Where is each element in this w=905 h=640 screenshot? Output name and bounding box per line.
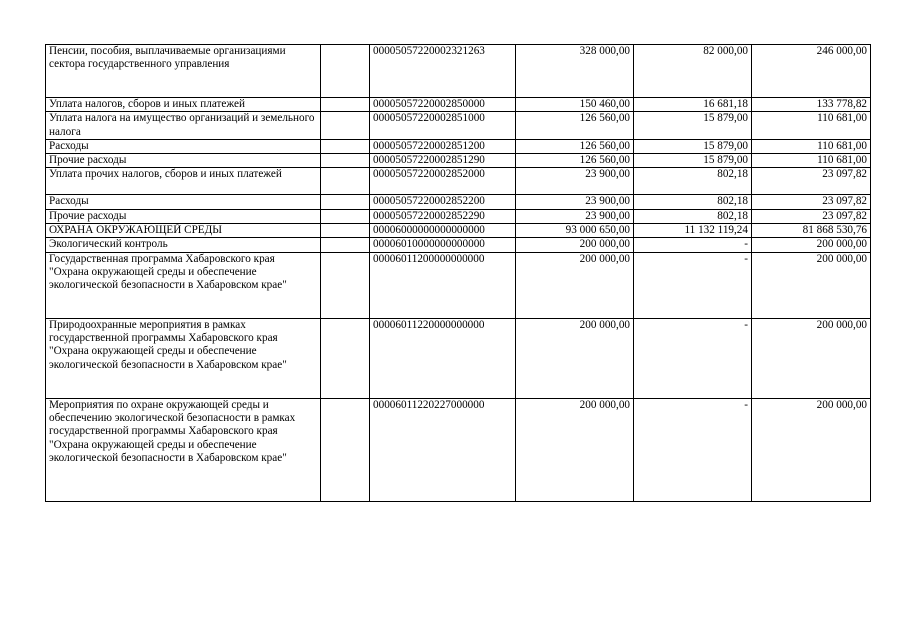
table-row [46,98,871,112]
row-remaining-cell: 246 000,00 [752,45,871,98]
row-approved-cell: 200 000,00 [516,238,634,252]
row-executed-cell: 82 000,00 [634,45,752,98]
row-executed-cell: 802,18 [634,168,752,195]
row-remaining-cell: 133 778,82 [752,98,871,112]
row-executed-cell: 802,18 [634,209,752,223]
row-remaining-cell: 200 000,00 [752,238,871,252]
row-name-cell: Расходы [46,195,321,209]
row-code-cell: 00005057220002852000 [370,168,516,195]
row-code-cell: 00006010000000000000 [370,238,516,252]
table-row [46,252,871,318]
table-row [46,154,871,168]
row-name-cell: Государственная программа Хабаровского края "Охрана окружающей среды и обеспечение экологической безопасности в Хабаровском крае" [46,252,321,318]
table-row [46,168,871,195]
row-code-cell: 00006000000000000000 [370,224,516,238]
row-code-cell: 00005057220002851290 [370,154,516,168]
row-name-cell: Прочие расходы [46,154,321,168]
empty-cell [321,209,370,223]
table-row [46,238,871,252]
row-approved-cell: 23 900,00 [516,195,634,209]
row-executed-cell: - [634,238,752,252]
empty-cell [321,112,370,140]
row-name-cell: Уплата налогов, сборов и иных платежей [46,98,321,112]
row-remaining-cell: 110 681,00 [752,154,871,168]
row-name-cell: Расходы [46,139,321,153]
row-executed-cell: 802,18 [634,195,752,209]
row-code-cell: 00006011220227000000 [370,398,516,501]
row-executed-cell: 11 132 119,24 [634,224,752,238]
row-code-cell: 00006011200000000000 [370,252,516,318]
table-row [46,139,871,153]
row-remaining-cell: 23 097,82 [752,168,871,195]
row-code-cell: 00005057220002850000 [370,98,516,112]
row-name-cell: Прочие расходы [46,209,321,223]
row-code-cell: 00005057220002321263 [370,45,516,98]
row-approved-cell: 126 560,00 [516,154,634,168]
row-code-cell: 00005057220002851000 [370,112,516,140]
empty-cell [321,168,370,195]
empty-cell [321,195,370,209]
row-approved-cell: 126 560,00 [516,112,634,140]
empty-cell [321,98,370,112]
table-row [46,318,871,398]
row-executed-cell: - [634,252,752,318]
row-approved-cell: 328 000,00 [516,45,634,98]
row-approved-cell: 150 460,00 [516,98,634,112]
table-row [46,224,871,238]
empty-cell [321,154,370,168]
row-name-cell: ОХРАНА ОКРУЖАЮЩЕЙ СРЕДЫ [46,224,321,238]
table-row [46,195,871,209]
row-name-cell: Мероприятия по охране окружающей среды и обеспечению экологической безопасности в рамках государственной программы Хабаровского края "Охрана окружающей среды и обеспечение экологической безопасности в Хабаровском крае" [46,398,321,501]
row-executed-cell: 15 879,00 [634,112,752,140]
row-approved-cell: 23 900,00 [516,209,634,223]
row-name-cell: Экологический контроль [46,238,321,252]
row-remaining-cell: 23 097,82 [752,209,871,223]
row-remaining-cell: 200 000,00 [752,252,871,318]
row-remaining-cell: 200 000,00 [752,398,871,501]
table-row [46,209,871,223]
row-name-cell: Уплата налога на имущество организаций и земельного налога [46,112,321,140]
row-name-cell: Природоохранные мероприятия в рамках государственной программы Хабаровского края "Охрана окружающей среды и обеспечение экологической безопасности в Хабаровском крае" [46,318,321,398]
row-remaining-cell: 200 000,00 [752,318,871,398]
row-remaining-cell: 110 681,00 [752,139,871,153]
row-code-cell: 00005057220002852290 [370,209,516,223]
table-row [46,112,871,140]
row-approved-cell: 200 000,00 [516,318,634,398]
empty-cell [321,45,370,98]
empty-cell [321,252,370,318]
empty-cell [321,224,370,238]
row-code-cell: 00005057220002852200 [370,195,516,209]
row-executed-cell: 16 681,18 [634,98,752,112]
row-executed-cell: 15 879,00 [634,139,752,153]
row-executed-cell: - [634,318,752,398]
row-remaining-cell: 23 097,82 [752,195,871,209]
row-approved-cell: 200 000,00 [516,252,634,318]
budget-table [45,44,871,502]
table-row [46,45,871,98]
empty-cell [321,238,370,252]
row-approved-cell: 200 000,00 [516,398,634,501]
row-approved-cell: 93 000 650,00 [516,224,634,238]
row-executed-cell: - [634,398,752,501]
row-name-cell: Уплата прочих налогов, сборов и иных платежей [46,168,321,195]
empty-cell [321,139,370,153]
row-name-cell: Пенсии, пособия, выплачиваемые организациями сектора государственного управления [46,45,321,98]
row-approved-cell: 126 560,00 [516,139,634,153]
row-executed-cell: 15 879,00 [634,154,752,168]
empty-cell [321,398,370,501]
row-remaining-cell: 81 868 530,76 [752,224,871,238]
row-remaining-cell: 110 681,00 [752,112,871,140]
table-row [46,398,871,501]
row-code-cell: 00006011220000000000 [370,318,516,398]
row-approved-cell: 23 900,00 [516,168,634,195]
empty-cell [321,318,370,398]
row-code-cell: 00005057220002851200 [370,139,516,153]
